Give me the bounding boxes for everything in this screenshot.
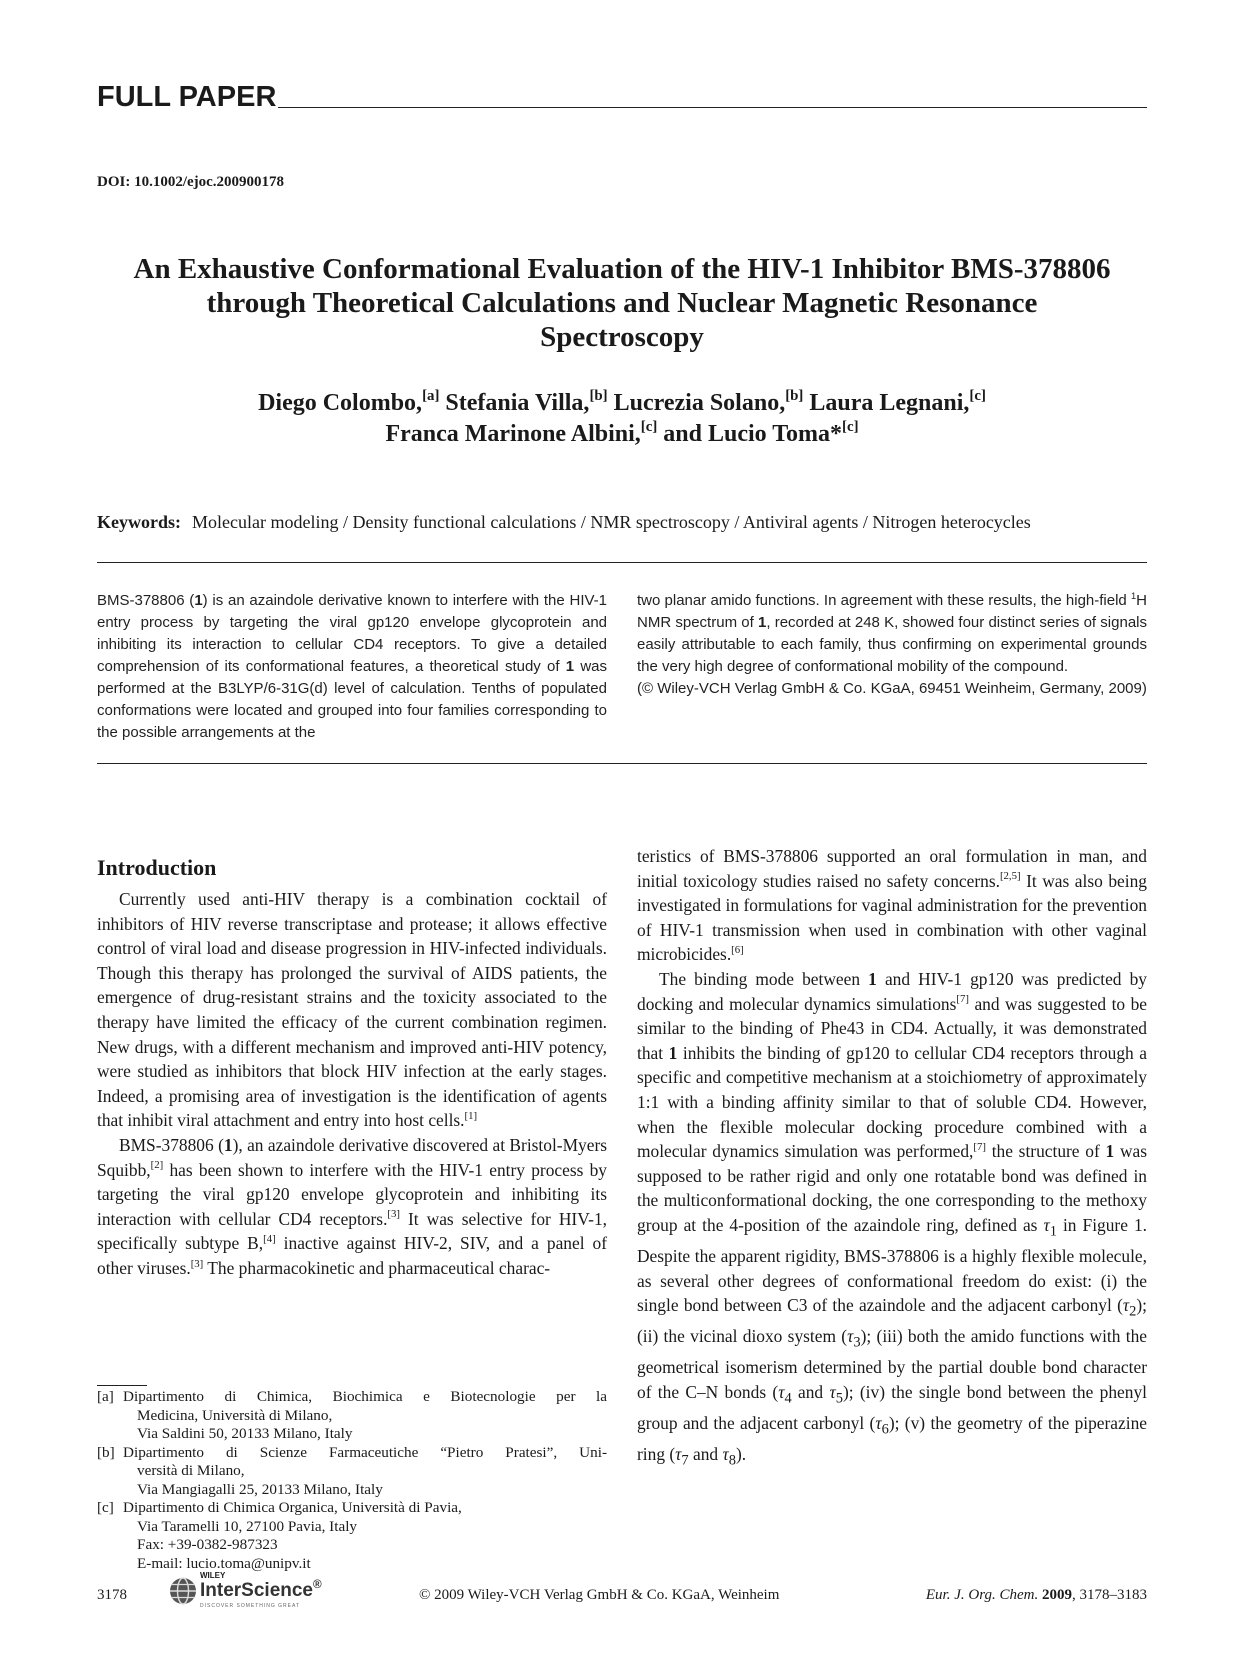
author-line: [97, 419, 1147, 450]
tau-symbol: τ: [829, 1381, 836, 1402]
footnote-line: Via Taramelli 10, 27100 Pavia, Italy: [137, 1517, 358, 1535]
author-name: and Lucio Toma*: [657, 421, 843, 447]
footnote-line: Dipartimento di Chimica, Biochimica e Biotecnologie per la: [123, 1388, 607, 1405]
text: BMS-378806 (: [119, 1134, 224, 1155]
footnote-line: Medicina, Università di Milano,: [137, 1406, 333, 1424]
affiliation-mark: [c]: [640, 419, 658, 436]
abstract-rule: [97, 763, 1147, 764]
subscript: 7: [681, 1452, 689, 1469]
text: in Figure 1. Despite the apparent rigidity, BMS-378806 is a highly flexible molecule, as several other degrees of conformational freedom do exist: (i) the single bond between C3 of the azaindole and the adjacent carbonyl (: [637, 1214, 1147, 1316]
tau-symbol: τ: [847, 1326, 854, 1347]
author-name: Lucrezia Solano,: [607, 390, 786, 416]
page-number: 3178: [97, 1587, 127, 1603]
abstract-paragraph: [637, 590, 1147, 678]
text: ).: [735, 1444, 747, 1464]
text: ); (iv) the single bond between the phenyl group and the adjacent carbonyl (: [637, 1381, 1147, 1433]
text: and: [791, 1381, 830, 1402]
footnote-line: Fax: +39-0382-987323: [137, 1536, 278, 1553]
text: inhibits the binding of gp120 to cellular CD4 receptors through a specific and competitive mechanism at a stoichiometry of approximately 1:1 with a binding affinity similar to that of soluble CD4. However, when the flexible molecular docking procedure combined with a molecular dynamics simulation was performed,: [637, 1042, 1147, 1162]
text: The pharmacokinetic and pharmaceutical charac-: [203, 1257, 551, 1278]
author-list: [97, 388, 1147, 450]
author-line: [97, 388, 1147, 419]
body-paragraph: [637, 967, 1147, 1473]
compound-number: 1: [868, 968, 877, 989]
journal-name: Eur. J. Org. Chem.: [925, 1587, 1039, 1603]
text: was performed at the B3LYP/6-31G(d) level of calculation. Tenths of populated conformations were located and grouped into four families corresponding to the possible arrangements at the: [97, 658, 607, 741]
journal-pages: , 3178–3183: [1072, 1587, 1147, 1603]
interscience-logo: [168, 1570, 322, 1612]
keywords-rule: [97, 562, 1147, 563]
affiliation-mark: [c]: [842, 419, 859, 436]
body-text: [97, 844, 1147, 1473]
text: inactive against HIV-2, SIV, and a panel of other viruses.: [97, 1233, 607, 1278]
compound-number: 1: [194, 592, 203, 609]
citation: [3]: [387, 1208, 400, 1221]
text: teristics of BMS-378806 supported an oral formulation in man, and initial toxicology studies raised no safety concerns.: [637, 846, 1147, 891]
footnote-key: [a]: [97, 1388, 114, 1405]
header-rule: [278, 107, 1147, 108]
doi: DOI: 10.1002/ejoc.200900178: [97, 174, 285, 190]
citation: [6]: [731, 944, 744, 957]
citation: [2]: [150, 1159, 164, 1172]
logo-brand: InterScience: [200, 1580, 313, 1601]
text: BMS-378806 (: [97, 592, 195, 609]
footnote-line: Dipartimento di Chimica Organica, Università di Pavia,: [123, 1499, 462, 1516]
footnote-line: Dipartimento di Scienze Farmaceutiche “Pietro Pratesi”, Uni-: [123, 1443, 607, 1461]
citation: [7]: [956, 993, 969, 1006]
author-name: Diego Colombo,: [258, 390, 423, 416]
citation: [1]: [464, 1110, 478, 1123]
affiliation-mark: [b]: [785, 388, 804, 405]
text: H NMR spectrum of: [637, 592, 1147, 631]
author-name: Laura Legnani,: [803, 390, 970, 416]
keywords: [97, 510, 1147, 534]
tau-symbol: τ: [675, 1444, 682, 1464]
subscript: 3: [853, 1334, 861, 1351]
tau-symbol: τ: [875, 1412, 882, 1433]
page-footer: [97, 1570, 1147, 1610]
affiliation-mark: [a]: [422, 388, 440, 405]
footnote: [97, 1388, 607, 1444]
body-paragraph: [97, 887, 607, 1133]
subscript: 8: [728, 1452, 736, 1469]
footer-copyright: © 2009 Wiley-VCH Verlag GmbH & Co. KGaA, Weinheim: [419, 1587, 780, 1603]
author-name: Stefania Villa,: [439, 390, 590, 416]
citation: [3]: [190, 1257, 204, 1270]
abstract-copyright: (© Wiley-VCH Verlag GmbH & Co. KGaA, 69451 Weinheim, Germany, 2009): [637, 680, 1147, 697]
footnote-key: [c]: [97, 1499, 114, 1516]
text: the structure of: [985, 1141, 1106, 1162]
body-paragraph: [637, 844, 1147, 967]
text: ); (iii) both the amido functions with the geometrical isomerism determined by the partial double bond character of the C–N bonds (: [637, 1326, 1148, 1402]
header-row: [97, 82, 1147, 112]
text: It was also being investigated in formulations for vaginal administration for the prevention of HIV-1 transmission when used in combination with other vaginal microbicides.: [637, 870, 1147, 965]
citation: [2,5]: [999, 870, 1021, 883]
abstract-left-column: [97, 590, 607, 744]
subscript: 1: [1049, 1223, 1057, 1240]
body-left-column: [97, 844, 607, 1473]
text: , recorded at 248 K, showed four distinct series of signals easily attributable to each family, thus confirming on experimental grounds the very high degree of conformational mobility of the compound.: [637, 614, 1148, 675]
compound-number: 1: [668, 1042, 678, 1063]
compound-number: 1: [1105, 1141, 1115, 1162]
abstract-right-column: [637, 590, 1147, 744]
text: ), an azaindole derivative discovered at Bristol-Myers Squibb,: [97, 1134, 607, 1180]
author-name: Franca Marinone Albini,: [385, 421, 641, 447]
subscript: 4: [784, 1390, 792, 1407]
text: ) is an azaindole derivative known to interfere with the HIV-1 entry process by targeting the viral gp120 envelope glycoprotein and inhibiting its interaction to cellular CD4 receptors. To give a detailed comprehension of its conformational features, a theoretical study of: [97, 592, 608, 675]
affiliation-footnotes: [97, 1385, 607, 1573]
section-heading: Introduction: [97, 855, 217, 880]
paper-title: [97, 252, 1147, 354]
logo-tagline: DISCOVER SOMETHING GREAT: [200, 1603, 301, 1609]
text: and: [688, 1444, 723, 1464]
tau-symbol: τ: [1122, 1295, 1130, 1316]
abstract: [97, 590, 1147, 744]
title-line: An Exhaustive Conformational Evaluation of the HIV-1 Inhibitor BMS-378806: [133, 253, 1111, 285]
abstract-paragraph: [97, 590, 607, 744]
tau-symbol: τ: [778, 1381, 785, 1402]
footnote-key: [b]: [97, 1443, 115, 1461]
compound-number: 1: [223, 1134, 233, 1155]
text: Currently used anti-HIV therapy is a combination cocktail of inhibitors of HIV reverse transcriptase and protease; it allows effective control of viral load and disease progression in HIV-infected individuals. Though this therapy has prolonged the survival of AIDS patients, the emergence of drug-resistant strains and the toxicity associated to the therapy have limited the efficacy of the current combination regimen. New drugs, with a different mechanism and improved anti-HIV potency, were studied as inhibitors that block HIV infection at the early stages. Indeed, a promising area of investigation is the identification of agents that inhibit viral attachment and entry into host cells.: [97, 889, 607, 1131]
text: has been shown to interfere with the HIV-1 entry process by targeting the viral gp120 envelope glycoprotein and inhibiting its interaction with cellular CD4 receptors.: [97, 1159, 607, 1229]
body-right-column: [637, 844, 1147, 1473]
affiliation-mark: [b]: [589, 388, 608, 405]
text: The binding mode between: [659, 968, 869, 989]
journal-year: 2009: [1042, 1587, 1072, 1603]
footnote-line: E-mail: lucio.toma@unipv.it: [137, 1554, 311, 1572]
citation: [7]: [973, 1140, 986, 1153]
isotope-mark: 1: [1130, 590, 1137, 601]
citation: [4]: [263, 1232, 276, 1245]
compound-number: 1: [565, 658, 575, 675]
text: was supposed to be rather rigid and only one rotatable bond was defined in the multiconformational docking, the one corresponding to the methoxy group at the 4-position of the azaindole ring, defined as: [637, 1141, 1147, 1235]
text: and was suggested to be similar to the binding of Phe43 in CD4. Actually, it was demonstrated that: [637, 993, 1148, 1063]
footnote: [97, 1499, 607, 1573]
footnote-line: Via Saldini 50, 20133 Milano, Italy: [137, 1425, 353, 1442]
title-line: Spectroscopy: [540, 321, 704, 353]
keywords-label: Keywords:: [97, 512, 181, 532]
compound-number: 1: [758, 614, 767, 631]
footnote-rule: [97, 1385, 147, 1386]
text: two planar amido functions. In agreement with these results, the high-field: [637, 592, 1131, 609]
footnote: [97, 1444, 607, 1500]
text: ); (v) the geometry of the piperazine ring (: [637, 1412, 1147, 1464]
text: It was selective for HIV-1, specifically subtype B,: [97, 1208, 607, 1254]
subscript: 2: [1129, 1303, 1137, 1320]
footnote-line: Via Mangiagalli 25, 20133 Milano, Italy: [137, 1480, 383, 1498]
text: ); (ii) the vicinal dioxo system (: [637, 1295, 1147, 1347]
subscript: 5: [835, 1390, 843, 1407]
footnote-line: versità di Milano,: [137, 1462, 245, 1479]
body-paragraph: [97, 1133, 607, 1281]
keywords-text: Molecular modeling / Density functional calculations / NMR spectroscopy / Antiviral agents / Nitrogen heterocycles: [192, 512, 1031, 532]
section-label: FULL PAPER: [97, 81, 277, 113]
subscript: 6: [881, 1421, 889, 1438]
logo-wiley: WILEY: [200, 1571, 226, 1580]
tau-symbol: τ: [1043, 1214, 1050, 1235]
journal-citation: [926, 1587, 1147, 1604]
globe-icon: [168, 1576, 198, 1606]
affiliation-mark: [c]: [969, 388, 986, 405]
tau-symbol: τ: [722, 1444, 729, 1464]
registered-mark: ®: [313, 1578, 322, 1592]
title-line: through Theoretical Calculations and Nuclear Magnetic Resonance: [206, 287, 1038, 319]
text: and HIV-1 gp120 was predicted by docking and molecular dynamics simulations: [637, 968, 1147, 1014]
